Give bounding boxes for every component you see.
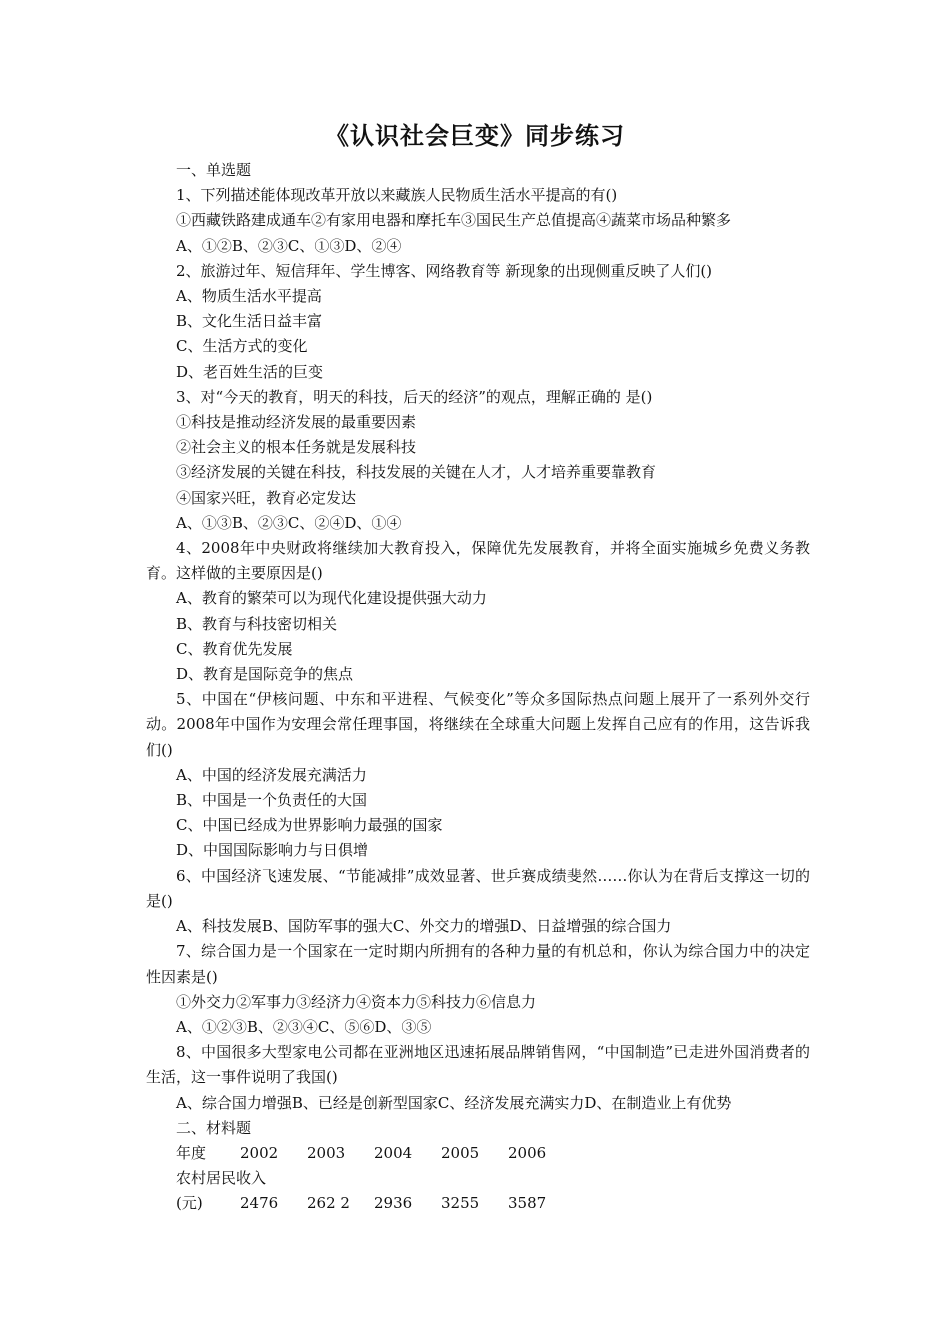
question-4-option-a: A、教育的繁荣可以为现代化建设提供强大动力 [176,589,487,608]
question-2-option-a: A、物质生活水平提高 [176,287,322,306]
year-label: 年度 [176,1143,207,1162]
income-table [146,1141,810,1217]
question-4-option-b: B、教育与科技密切相关 [176,614,338,633]
unit-label: (元) [176,1194,203,1213]
document-title: 《认识社会巨变》同步练习 [325,122,625,150]
question-2-option-d: D、老百姓生活的巨变 [176,362,324,381]
document-body [146,158,810,1216]
question-7-items: ①外交力②军事力③经济力④资本力⑤科技力⑥信息力 [176,992,537,1011]
year-cell: 2006 [508,1143,547,1162]
question-5-option-d: D、中国国际影响力与日俱增 [176,841,369,860]
question-5-option-a: A、中国的经济发展充满活力 [176,765,367,784]
question-2-stem: 2、旅游过年、短信拜年、学生博客、网络教育等 新现象的出现侧重反映了人们() [176,261,713,280]
question-3-item-4: ④国家兴旺，教育必定发达 [176,488,357,507]
question-5-option-b: B、中国是一个负责任的大国 [176,791,368,810]
question-2-option-c: C、生活方式的变化 [176,337,308,356]
question-3-item-2: ②社会主义的根本任务就是发展科技 [176,438,417,457]
question-3-options: A、①③B、②③C、②④D、①④ [176,513,402,532]
question-1-items: ①西藏铁路建成通车②有家用电器和摩托车③国民生产总值提高④蔬菜市场品种繁多 [176,211,732,230]
question-4-option-c: C、教育优先发展 [176,639,293,658]
table-row-income-label [176,1166,810,1191]
income-cell: 262 2 [307,1194,350,1213]
table-row-values [176,1191,810,1216]
section-heading-single-choice: 一、单选题 [176,161,252,179]
income-cell: 2936 [374,1194,413,1213]
question-8-options: A、综合国力增强B、已经是创新型国家C、经济发展充满实力D、在制造业上有优势 [176,1093,732,1112]
year-cell: 2005 [441,1143,480,1162]
question-3-stem: 3、对“今天的教育，明天的科技，后天的经济”的观点，理解正确的 是() [176,387,653,406]
question-8-stem: 8、中国很多大型家电公司都在亚洲地区迅速拓展品牌销售网，“中国制造”已走进外国消费者的生活，这一事件说明了我国() [146,1043,810,1087]
year-cell: 2004 [374,1143,413,1162]
question-4-option-d: D、教育是国际竞争的焦点 [176,665,354,684]
table-row-years [176,1141,810,1166]
income-cell: 3587 [508,1194,547,1213]
income-cell: 2476 [240,1194,279,1213]
question-6-options: A、科技发展B、国防军事的强大C、外交力的增强D、日益增强的综合国力 [176,917,672,936]
question-2-option-b: B、文化生活日益丰富 [176,312,323,331]
question-5-option-c: C、中国已经成为世界影响力最强的国家 [176,816,443,835]
question-7-stem: 7、综合国力是一个国家在一定时期内所拥有的各种力量的有机总和，你认为综合国力中的决定性因素是() [146,942,810,986]
income-label: 农村居民收入 [176,1169,267,1188]
question-1-options: A、①②B、②③C、①③D、②④ [176,236,402,255]
question-1-stem: 1、下列描述能体现改革开放以来藏族人民物质生活水平提高的有() [176,186,618,205]
question-3-item-3: ③经济发展的关键在科技，科技发展的关键在人才，人才培养重要靠教育 [176,463,657,482]
income-cell: 3255 [441,1194,480,1213]
question-7-options: A、①②③B、②③④C、⑤⑥D、③⑤ [176,1017,432,1036]
question-4-stem: 4、2008年中央财政将继续加大教育投入，保障优先发展教育，并将全面实施城乡免费义务教育。这样做的主要原因是() [146,539,810,583]
year-cell: 2002 [240,1143,279,1162]
section-heading-material: 二、材料题 [176,1118,252,1137]
question-3-item-1: ①科技是推动经济发展的最重要因素 [176,413,417,432]
question-6-stem: 6、中国经济飞速发展、“节能减排”成效显著、世乒赛成绩斐然……你认为在背后支撑这一切的是() [146,866,810,910]
question-5-stem: 5、中国在“伊核问题、中东和平进程、气候变化”等众多国际热点问题上展开了一系列外交行动。2008年中国作为安理会常任理事国，将继续在全球重大问题上发挥自己应有的作用，这告诉我们() [146,690,810,759]
year-cell: 2003 [307,1143,346,1162]
